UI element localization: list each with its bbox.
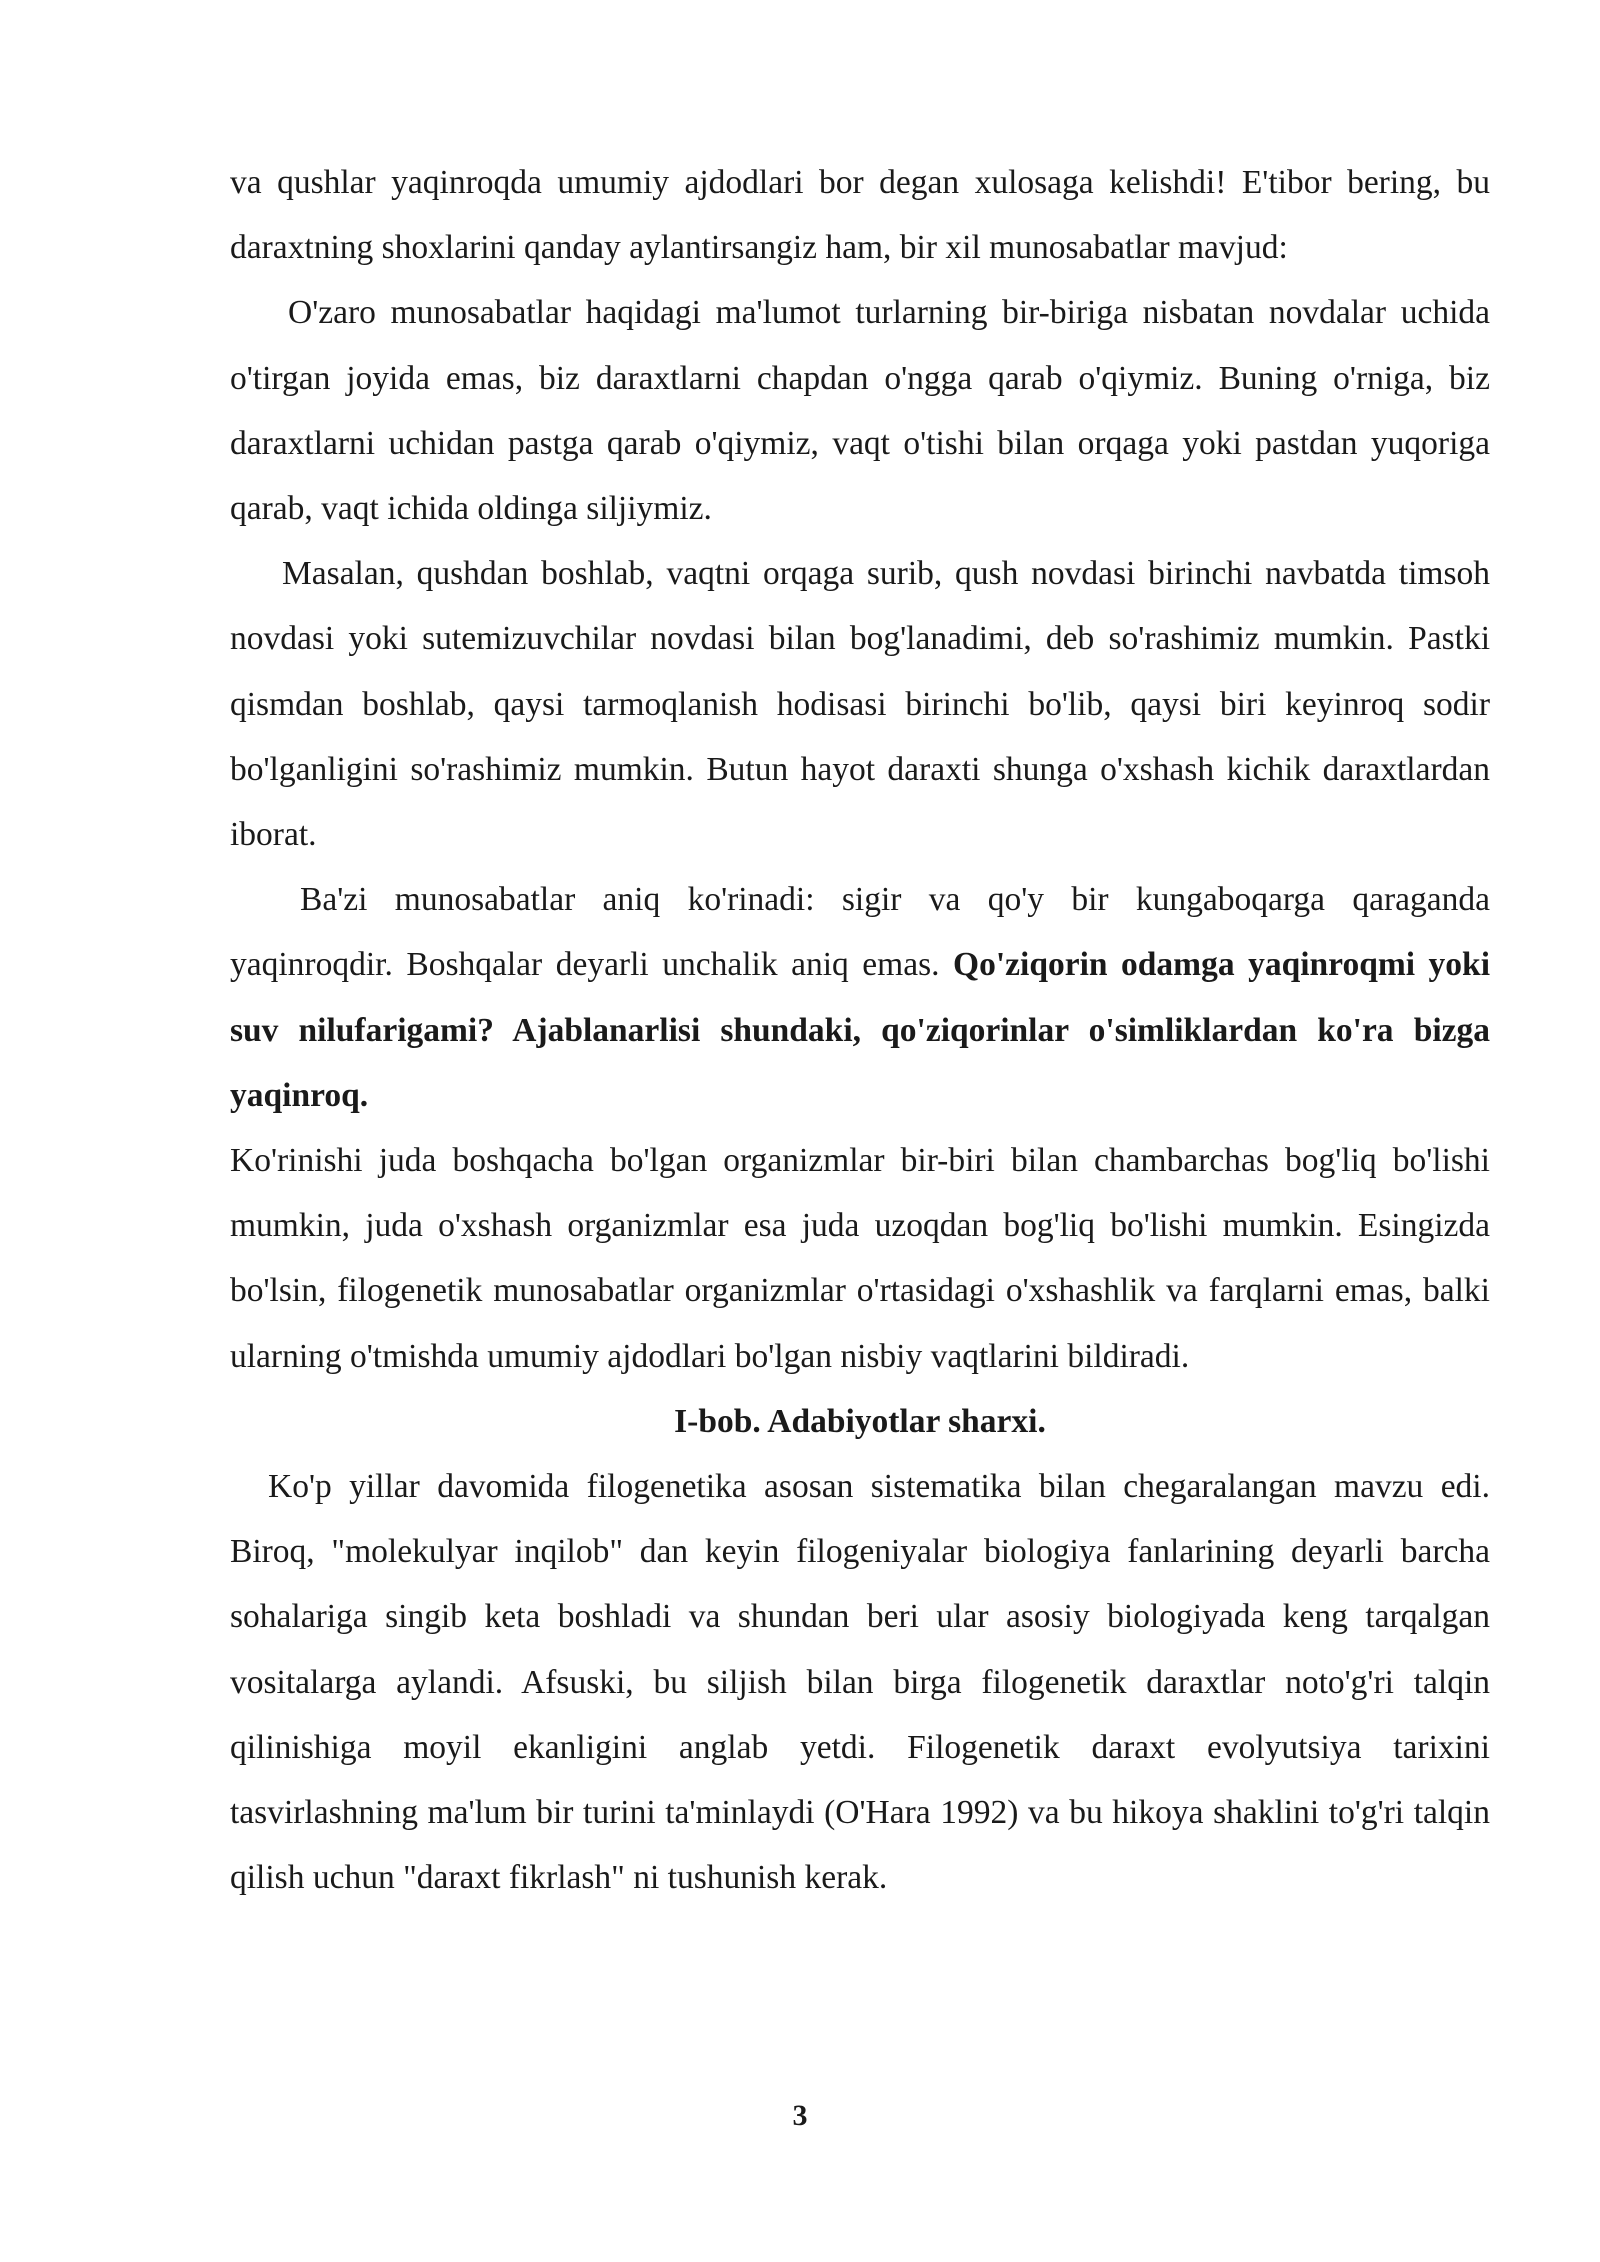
section-paragraph: Ko'p yillar davomida filogenetika asosan sistematika bilan chegaralangan mavzu edi. Biroq, "molekulyar inqilob" dan keyin filogeniyalar biologiya fanlarining deyarli barcha sohalariga singib keta boshladi va shundan beri ular asosiy biologiyada keng tarqalgan vositalarga aylandi. Afsuski, bu siljish bilan birga filogenetik daraxtlar noto'g'ri talqin qilinishiga moyil ekanligini anglab yetdi. Filogenetik daraxt evolyutsiya tarixini tasvirlashning ma'lum bir turini ta'minlaydi (O'Hara 1992) va bu hikoya shaklini to'g'ri talqin qilish uchun "daraxt fikrlash" ni tushunish kerak. bbox=[230, 1468, 1490, 1897]
paragraph-2: O'zaro munosabatlar haqidagi ma'lumot turlarning bir-biriga nisbatan novdalar uchida o'tirgan joyida emas, biz daraxtlarni chapdan o'ngga qarab o'qiymiz. Buning o'rniga, biz daraxtlarni uchidan pastga qarab o'qiymiz, vaqt o'tishi bilan orqaga yoki pastdan yuqoriga qarab, vaqt ichida oldinga siljiymiz. bbox=[230, 294, 1490, 528]
paragraph-3: Masalan, qushdan boshlab, vaqtni orqaga surib, qush novdasi birinchi navbatda timsoh novdasi yoki sutemizuvchilar novdasi bilan bog'lanadimi, deb so'rashimiz mumkin. Pastki qismdan boshlab, qaysi tarmoqlanish hodisasi birinchi bo'lib, qaysi biri keyinroq sodir bo'lganligini so'rashimiz mumkin. Butun hayot daraxti shunga o'xshash kichik daraxtlardan iborat. bbox=[230, 555, 1490, 854]
paragraph-4-bold-text: Qo'ziqorin odamga yaqinroqmi yoki suv nilufarigami? Ajablanarlisi shundaki, qo'ziqorinlar o'simliklardan ko'ra bizga yaqinroq. bbox=[230, 946, 1490, 1114]
page-number: 3 bbox=[792, 2099, 808, 2132]
paragraph-5: Ko'rinishi juda boshqacha bo'lgan organizmlar bir-biri bilan chambarchas bog'liq bo'lishi mumkin, juda o'xshash organizmlar esa juda uzoqdan bog'liq bo'lishi mumkin. Esingizda bo'lsin, filogenetik munosabatlar organizmlar o'rtasidagi o'xshashlik va farqlarni emas, balki ularning o'tmishda umumiy ajdodlari bo'lgan nisbiy vaqtlarini bildiradi. bbox=[230, 1142, 1490, 1375]
paragraph-4 bbox=[230, 867, 1490, 1128]
paragraph-4-regular-text: Ba'zi munosabatlar aniq ko'rinadi: sigir va qo'y bir kungaboqarga qaraganda yaqinroqdir. Boshqalar deyarli unchalik aniq emas. bbox=[230, 881, 1490, 984]
section-heading: I-bob. Adabiyotlar sharxi. bbox=[674, 1402, 1046, 1440]
document-page bbox=[230, 150, 1490, 1910]
paragraph-1: va qushlar yaqinroqda umumiy ajdodlari bor degan xulosaga kelishdi! E'tibor bering, bu daraxtning shoxlarini qanday aylantirsangiz ham, bir xil munosabatlar mavjud: bbox=[230, 164, 1490, 267]
